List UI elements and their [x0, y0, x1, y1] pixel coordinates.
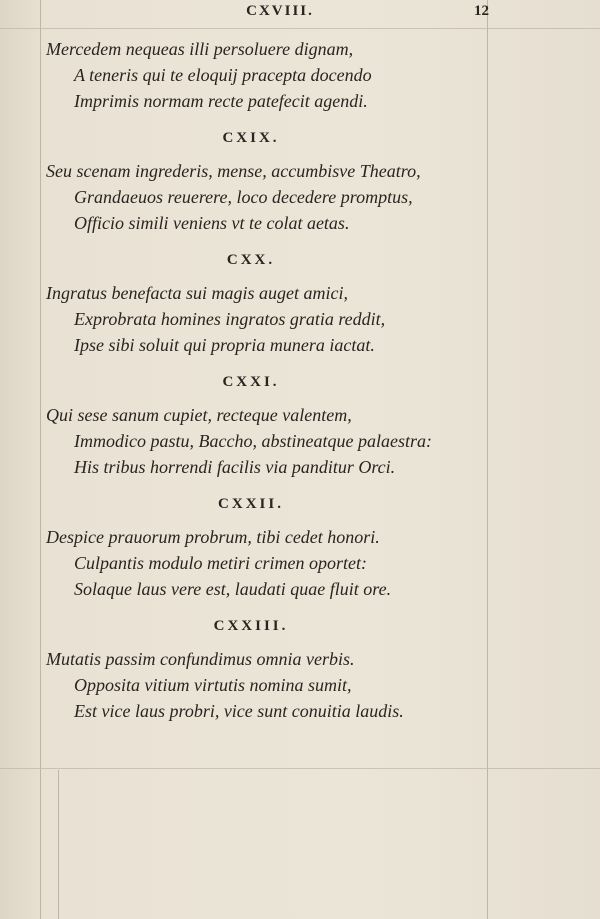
- verse-line: Despice prauorum probrum, tibi cedet honori.: [46, 527, 380, 547]
- rule-top: [0, 28, 600, 29]
- verse-line: Ingratus benefacta sui magis auget amici,: [46, 283, 348, 303]
- stanza-121: [46, 402, 456, 480]
- running-head: [0, 3, 600, 23]
- verse-line: Mutatis passim confundimus omnia verbis.: [46, 649, 355, 669]
- verse-line: A teneris qui te eloquij pracepta docendo: [74, 65, 372, 85]
- page-number: 12: [474, 3, 489, 19]
- verse-line: His tribus horrendi facilis via panditur Orci.: [74, 457, 396, 477]
- stanza-122: [46, 524, 456, 602]
- stanza-number: CXXIII.: [213, 618, 289, 634]
- poem-text: [46, 36, 456, 724]
- verse-line: Solaque laus vere est, laudati quae fluit ore.: [74, 579, 392, 599]
- rule-bottom: [0, 768, 600, 769]
- verse-line: Grandaeuos reuerere, loco decedere promptus,: [74, 187, 413, 207]
- stanza-119: [46, 158, 456, 236]
- verse-line: Imprimis normam recte patefecit agendi.: [74, 91, 368, 111]
- verse-line: Mercedem nequeas illi persoluere dignam,: [46, 39, 354, 59]
- margin-rule-right: [487, 0, 488, 919]
- stanza-number: CXX.: [226, 252, 276, 268]
- verse-line: Culpantis modulo metiri crimen oportet:: [74, 553, 367, 573]
- verse-line: Exprobrata homines ingratos gratia reddit,: [74, 309, 386, 329]
- stanza-118: [46, 36, 456, 114]
- verse-line: Ipse sibi soluit qui propria munera iactat.: [74, 335, 375, 355]
- stanza-number: CXXI.: [222, 374, 280, 390]
- margin-rule-lower: [58, 770, 59, 919]
- stanza-number: CXXII.: [218, 496, 284, 512]
- verse-line: Opposita vitium virtutis nomina sumit,: [74, 675, 352, 695]
- verse-line: Immodico pastu, Baccho, abstineatque palaestra:: [74, 431, 432, 451]
- stanza-120: [46, 280, 456, 358]
- margin-rule-left: [40, 0, 41, 919]
- verse-line: Officio simili veniens vt te colat aetas.: [74, 213, 350, 233]
- verse-line: Est vice laus probri, vice sunt conuitia laudis.: [74, 701, 404, 721]
- stanza-number: CXIX.: [222, 130, 280, 146]
- verse-line: Seu scenam ingrederis, mense, accumbisve Theatro,: [46, 161, 421, 181]
- stanza-123: [46, 646, 456, 724]
- page-heading: CXVIII.: [246, 3, 314, 19]
- verse-line: Qui sese sanum cupiet, recteque valentem,: [46, 405, 352, 425]
